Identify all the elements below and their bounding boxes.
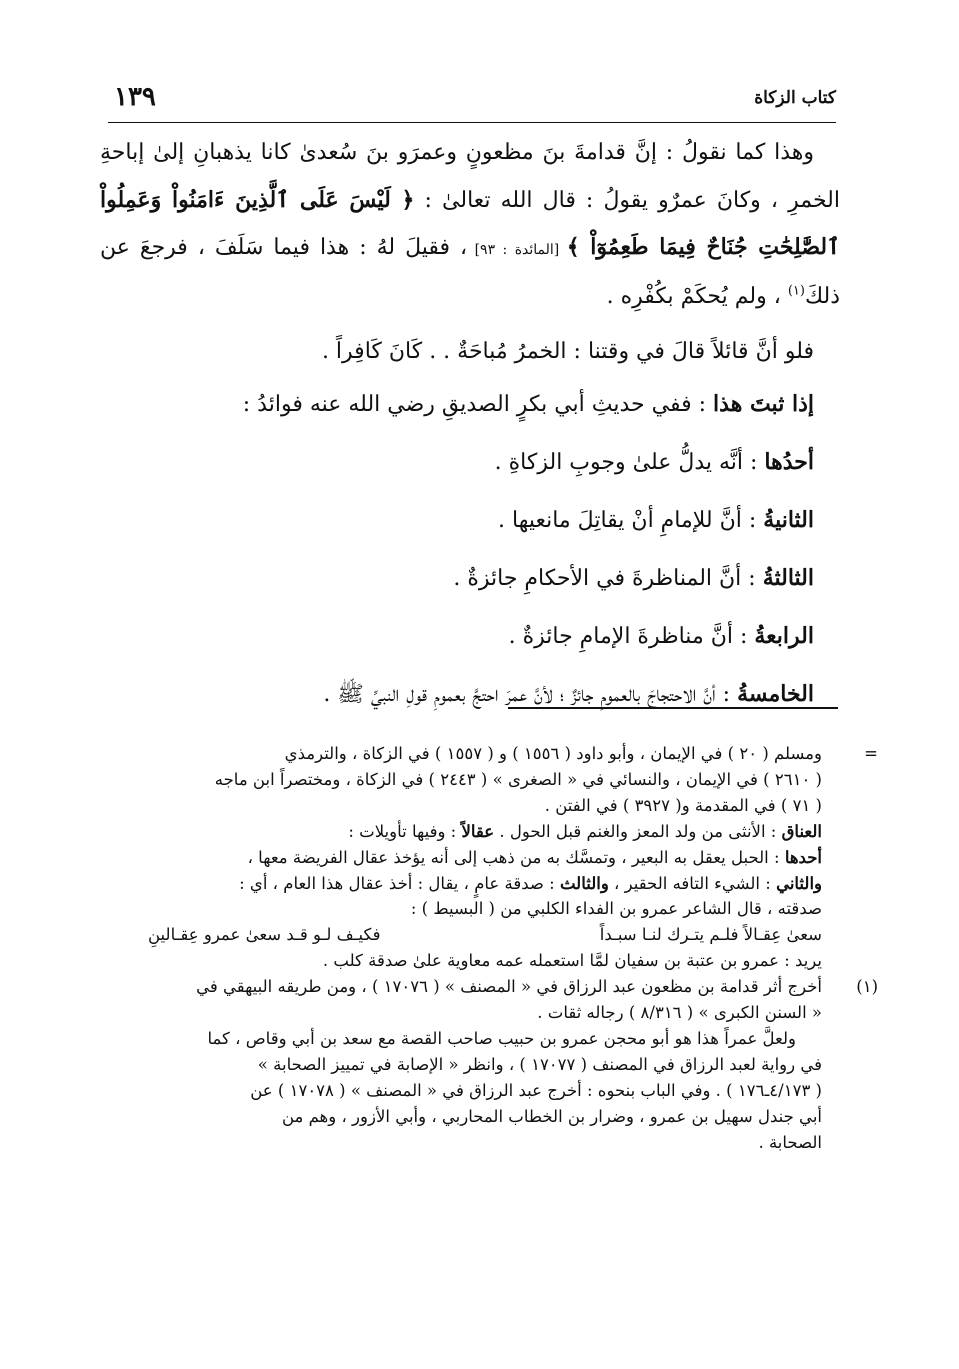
benefit-label: الثالثةُ: [762, 565, 814, 591]
footnote-line: [108, 845, 822, 871]
footnote-line: يريد : عمرو بن عتبة بن سفيان لمَّا استعمله عمه معاوية علىٰ صدقة كلب .: [322, 951, 822, 971]
footnote-line: [108, 819, 822, 845]
footnote-line: أبي جندل سهيل بن عمرو ، وضرار بن الخطاب المحاربي ، وأبي الأزور ، وهم من: [281, 1106, 822, 1126]
footnote-line: الصحابة .: [758, 1132, 822, 1152]
footnote-line: « السنن الكبرى » ( ٨/٣١٦ ) رجاله ثقات .: [537, 1003, 822, 1023]
benefit-text: : أنَّ المناظرةَ في الأحكامِ جائزةٌ .: [453, 566, 763, 591]
term-second: والثاني: [776, 873, 822, 893]
verse-first-hemistich: سعىٰ عِقـالاً فلـم يتـرك لنـا سبـداً: [599, 925, 822, 945]
benefit-item: [100, 552, 840, 605]
footnote-line: [108, 871, 822, 897]
term-iqal: عقالاً: [461, 821, 495, 841]
footnote-text: : صدقة عامٍ ، يقال : أخذ عقال هذا العام ، أي :: [239, 873, 560, 893]
footnote-text: : الشيء التافه الحقير ،: [608, 873, 777, 893]
quran-verse: ﴿ لَيْسَ عَلَى ٱلَّذِينَ ءَامَنُواْ وَعَمِلُواْ ٱلصَّٰلِحَٰتِ جُنَاحٌ فِيمَا طَعِمُوٓاْ ﴾: [100, 186, 841, 260]
benefit-label: أحدُها: [764, 449, 814, 475]
benefit-text: : أنَّ للإمامِ أنْ يقاتِلَ مانعيها .: [498, 508, 764, 533]
footnote-text: : وفيها تأويلات :: [348, 821, 462, 841]
footnote-separator: [508, 707, 838, 709]
paragraph-benefits-intro: [100, 378, 840, 431]
footnote-line: صدقته ، قال الشاعر عمرو بن الفداء الكلبي من ( البسيط ) :: [410, 899, 822, 919]
footnote-line: ومسلم ( ٢٠ ) في الإيمان ، وأبو داود ( ١٥٥٦ ) و ( ١٥٥٧ ) في الزكاة ، والترمذي: [284, 744, 822, 763]
benefit-text: : أنَّه يدلُّ علىٰ وجوبِ الزكاةِ .: [494, 450, 765, 475]
benefit-label: الخامسةُ: [737, 681, 814, 707]
benefit-item: [100, 436, 840, 489]
paragraph-khamr: [100, 130, 840, 320]
footnote-line: ولعلَّ عمراً هذا هو أبو محجن عمرو بن حبيب صاحب القصة مع سعد بن أبي وقاص ، كما: [207, 1028, 796, 1048]
intro-lead: إذا ثبتَ هذا: [713, 391, 814, 417]
footnote-text: : الحبل يعقل به البعير ، وتمسَّك به من ذهب إلى أنه يؤخذ عقال الفريضة معها ،: [247, 847, 785, 867]
footnote-1: [108, 974, 878, 1155]
footnote-ref-1[interactable]: (١): [787, 283, 805, 299]
continuation-marker: =: [864, 744, 878, 763]
term-third: والثالث: [559, 873, 609, 893]
benefit-label: الثانيةُ: [763, 507, 814, 533]
paragraph-text: ، فقيلَ لهُ : هذا فيما سَلَفَ ، فرجعَ عن ذلكَ: [100, 235, 840, 309]
footnote-line: ( ٢٦١٠ ) في الإيمان ، والنسائي في « الصغرى » ( ٢٤٤٣ ) في الزكاة ، ومختصراً ابن ماجه: [214, 769, 822, 789]
benefit-label: الرابعةُ: [754, 623, 814, 649]
term-inaq: العناق: [781, 821, 822, 841]
paragraph-statement: فلو أنَّ قائلاً قالَ في وقتنا : الخمرُ مُباحَةٌ . . كَانَ كَافِراً .: [321, 339, 814, 364]
intro-text: : ففي حديثِ أبي بكرٍ الصديقِ رضي الله عنه فوائدُ :: [242, 392, 714, 417]
benefit-item: [100, 668, 840, 721]
quran-reference: [المائدة : ٩٣]: [467, 242, 567, 258]
benefit-item: [100, 610, 840, 663]
page-number: ١٣٩: [114, 82, 156, 112]
footnote-number: (١): [856, 977, 878, 997]
benefit-text: : أنَّ الاحتجاجَ بالعمومِ جائزٌ ؛ لأنَّ عمرَ احتجَّ بعمومِ قولِ النبيِّ ﷺ .: [323, 682, 738, 707]
footnote-line: ( ٧١ ) في المقدمة و( ٣٩٢٧ ) في الفتن .: [544, 795, 822, 815]
poetry-verse: [108, 922, 822, 948]
footnotes: [108, 741, 878, 1156]
term-first: أحدها: [784, 847, 822, 867]
footnote-line: ( ٤/١٧٣ـ١٧٦ ) . وفي الباب بنحوه : أخرج عبد الرزاق في « المصنف » ( ١٧٠٧٨ ) عن: [250, 1080, 822, 1100]
benefit-text: : أنَّ مناظرةَ الإمامِ جائزةٌ .: [508, 624, 755, 649]
footnote-line: أخرج أثر قدامة بن مظعون عبد الرزاق في « المصنف » ( ١٧٠٧٦ ) ، ومن طريقه البيهقي في: [196, 977, 822, 997]
running-title: كتاب الزكاة: [754, 88, 836, 108]
page-header: [108, 82, 836, 123]
footnote-text: : الأنثى من ولد المعز والغنم قبل الحول .: [494, 821, 782, 841]
benefit-item: [100, 494, 840, 547]
paragraph-text: وهذا كما نقولُ : إنَّ قدامةَ بنَ مظعونٍ وعمرَو بنَ سُعدىٰ كانا يذهبانِ إلىٰ إباحةِ الخمرِ ، وكانَ عمرٌو يقولُ : قال الله تعالىٰ :: [100, 140, 840, 213]
footnote-continued: [108, 741, 878, 974]
footnote-line: في رواية لعبد الرزاق في المصنف ( ١٧٠٧٧ ) ، وانظر « الإصابة في تمييز الصحابة »: [257, 1054, 822, 1074]
paragraph-text: ، ولم يُحكَمْ بكُفْرِه .: [606, 283, 788, 309]
verse-second-hemistich: فكيـف لـو قـد سعىٰ عمرو عِقـالينِ: [148, 925, 381, 945]
main-text: [100, 130, 840, 721]
